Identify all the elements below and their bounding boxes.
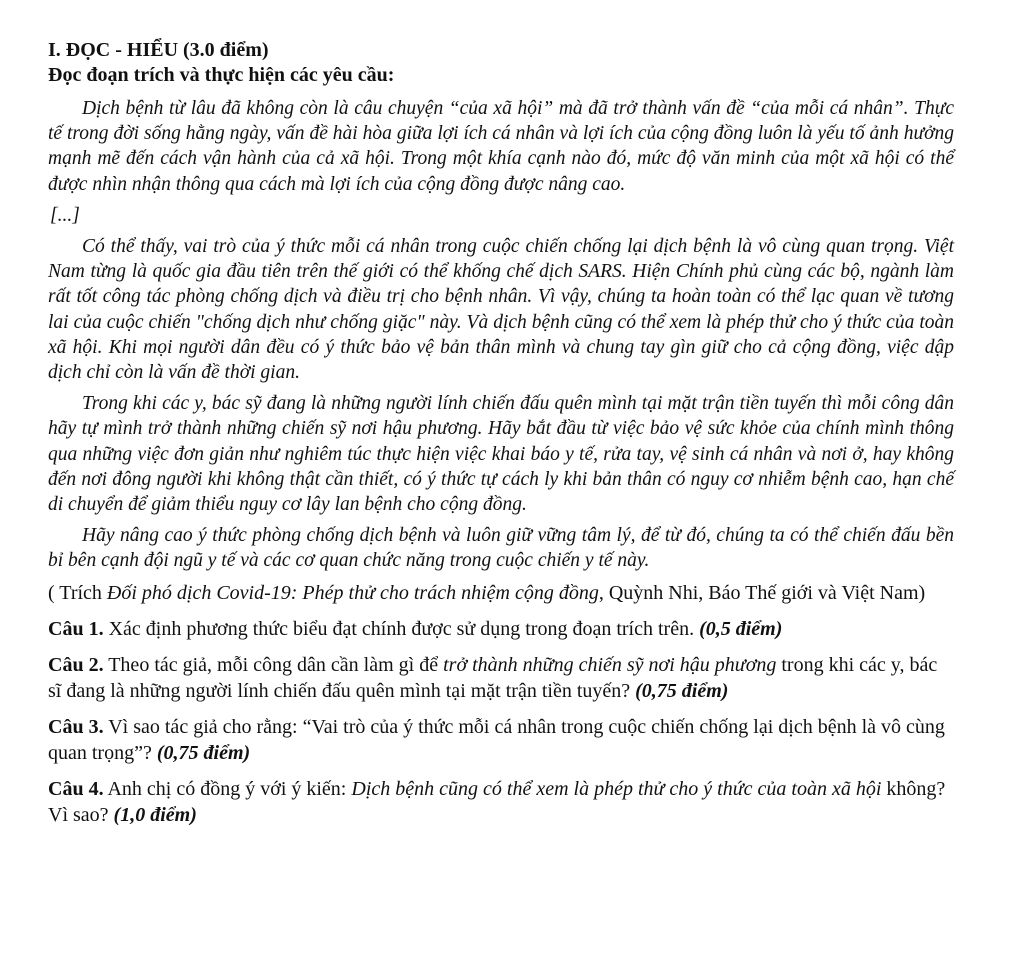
instruction: Đọc đoạn trích và thực hiện các yêu cầu: xyxy=(48,64,395,86)
question-points: (1,0 điểm) xyxy=(113,803,197,826)
question-quote: trở thành những chiến sỹ nơi hậu phương xyxy=(443,653,777,676)
passage-ellipsis: [...] xyxy=(50,204,80,226)
source-prefix: ( Trích xyxy=(48,581,102,604)
question-label: Câu 1. xyxy=(48,617,104,640)
question-text: Theo tác giả, mỗi công dân cần làm gì để xyxy=(108,653,439,676)
question-2 xyxy=(48,652,954,704)
question-text: Vì sao tác giả cho rằng: “Vai trò của ý thức mỗi cá nhân trong cuộc chiến chống lại dịch bệnh là vô cùng quan trọng”? xyxy=(48,715,945,764)
passage-paragraph-2: Có thể thấy, vai trò của ý thức mỗi cá nhân trong cuộc chiến chống lại dịch bệnh là vô cùng quan trọng. Việt Nam từng là quốc gia đầu tiên trên thế giới có thể khống chế dịch SARS. Hiện Chính phủ cùng các bộ, ngành làm rất tốt công tác phòng chống dịch và điều trị cho bệnh nhân. Vì vậy, chúng ta hoàn toàn có thể lạc quan về tương lai của cuộc chiến "chống dịch như chống giặc" này. Và dịch bệnh cũng có thể xem là phép thử cho ý thức của toàn xã hội. Khi mọi người dân đều có ý thức bảo vệ bản thân mình và chung tay gìn giữ cho cả cộng đồng, việc dập dịch chỉ còn là vấn đề thời gian. xyxy=(48,236,954,384)
passage-paragraph-3: Trong khi các y, bác sỹ đang là những người lính chiến đấu quên mình tại mặt trận tiền tuyến thì mỗi công dân hãy tự mình trở thành những chiến sỹ nơi hậu phương. Hãy bắt đầu từ việc bảo vệ sức khỏe của chính mình thông qua những việc đơn giản như nghiêm túc thực hiện việc khai báo y tế, rửa tay, vệ sinh cá nhân và nơi ở, hay không đến nơi đông người khi không thật cần thiết, có ý thức tự cách ly khi bản thân có nguy cơ nhiễm bệnh cao, hạn chế di chuyển để giảm thiểu nguy cơ lây lan bệnh cho cộng đồng. xyxy=(48,393,954,516)
question-text: Anh chị có đồng ý với ý kiến: xyxy=(107,777,347,800)
question-label: Câu 2. xyxy=(48,653,104,676)
question-text-after: không? Vì sao? xyxy=(48,777,946,826)
question-text: Xác định phương thức biểu đạt chính được sử dụng trong đoạn trích trên. xyxy=(108,617,695,640)
source-citation xyxy=(48,580,954,606)
section-title: I. ĐỌC - HIỂU (3.0 điểm) xyxy=(48,39,269,61)
question-1 xyxy=(48,616,954,642)
question-points: (0,75 điểm) xyxy=(635,679,729,702)
question-quote: Dịch bệnh cũng có thể xem là phép thử cho ý thức của toàn xã hội xyxy=(351,777,882,800)
source-suffix: , Quỳnh Nhi, Báo Thế giới và Việt Nam) xyxy=(598,581,926,604)
passage-paragraph-1: Dịch bệnh từ lâu đã không còn là câu chuyện “của xã hội” mà đã trở thành vấn đề “của mỗi cá nhân”. Thực tế trong đời sống hằng ngày, vấn đề hài hòa giữa lợi ích cá nhân và lợi ích của cộng đồng luôn là yếu tố ảnh hưởng mạnh mẽ đến cách vận hành của cả xã hội. Trong một khía cạnh nào đó, mức độ văn minh của một xã hội có thể được nhìn nhận thông qua cách mà lợi ích của cộng đồng được nâng cao. xyxy=(48,98,954,195)
question-points: (0,5 điểm) xyxy=(699,617,783,640)
question-4 xyxy=(48,776,954,828)
passage-paragraph-4: Hãy nâng cao ý thức phòng chống dịch bệnh và luôn giữ vững tâm lý, để từ đó, chúng ta có thể chiến đấu bền bỉ bên cạnh đội ngũ y tế và các cơ quan chức năng trong cuộc chiến y tế này. xyxy=(48,525,954,572)
question-label: Câu 4. xyxy=(48,777,104,800)
question-text-after: trong khi các y, bác sĩ đang là những người lính chiến đấu quên mình tại mặt trận tiền tuyến? xyxy=(48,653,938,702)
source-title: Đối phó dịch Covid-19: Phép thử cho trách nhiệm cộng đồng xyxy=(106,581,599,604)
question-label: Câu 3. xyxy=(48,715,104,738)
question-3 xyxy=(48,714,954,766)
question-points: (0,75 điểm) xyxy=(156,741,251,764)
